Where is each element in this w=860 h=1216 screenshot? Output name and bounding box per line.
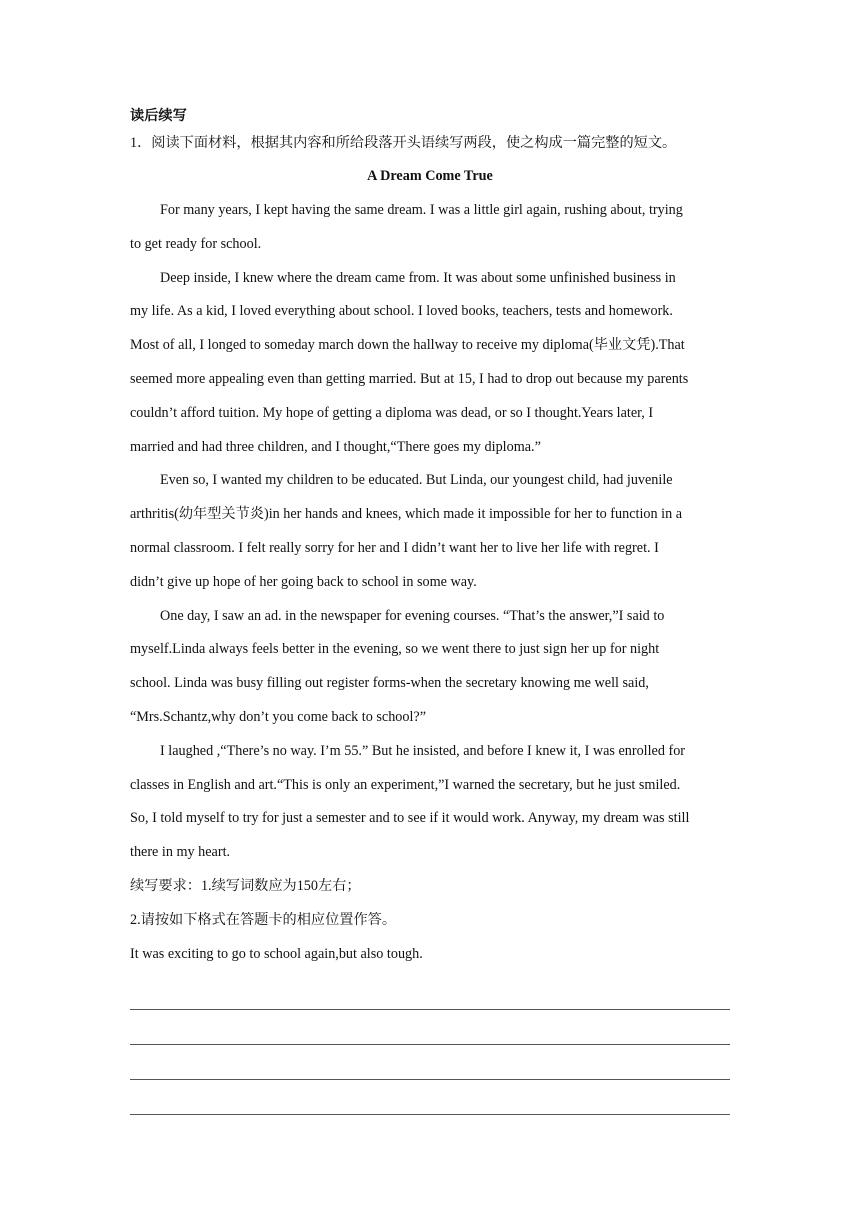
text-line: couldn’t afford tuition. My hope of getting a diploma was dead, or so I thought.Years later, I <box>130 404 654 421</box>
text-line: school. Linda was busy filling out register forms-when the secretary knowing me well said, <box>130 675 649 692</box>
text-line: Even so, I wanted my children to be educated. But Linda, our youngest child, had juvenile <box>160 472 673 489</box>
answer-line[interactable] <box>130 1080 730 1115</box>
text-line: myself.Linda always feels better in the evening, so we went there to just sign her up for night <box>130 641 660 658</box>
text-line: didn’t give up hope of her going back to school in some way. <box>130 573 477 590</box>
worksheet-page <box>130 104 730 1115</box>
paragraph-1 <box>130 194 730 262</box>
text-line: One day, I saw an ad. in the newspaper for evening courses. “That’s the answer,”I said to <box>160 607 665 624</box>
text-line: married and had three children, and I thought,“There goes my diploma.” <box>130 438 541 455</box>
answer-line[interactable] <box>130 971 730 1010</box>
paragraph-3 <box>130 464 730 599</box>
paragraph-2 <box>130 262 730 465</box>
text-line: For many years, I kept having the same dream. I was a little girl again, rushing about, trying <box>160 202 683 218</box>
text-line: there in my heart. <box>130 844 231 861</box>
paragraph-4 <box>130 600 730 735</box>
text-line: classes in English and art.“This is only an experiment,”I warned the secretary, but he just smiled. <box>130 776 681 793</box>
text-line: I laughed ,“There’s no way. I’m 55.” But he insisted, and before I knew it, I was enrolled for <box>160 742 686 759</box>
answer-line[interactable] <box>130 1045 730 1080</box>
text-line: arthritis(幼年型关节炎)in her hands and knees, which made it impossible for her to function in a <box>130 506 683 523</box>
section-heading: 读后续写 <box>130 108 187 124</box>
text-line: to get ready for school. <box>130 235 262 252</box>
task-instruction: 1．阅读下面材料，根据其内容和所给段落开头语续写两段，使之构成一篇完整的短文。 <box>130 135 677 151</box>
text-line: Most of all, I longed to someday march down the hallway to receive my diploma(毕业文凭).That <box>130 337 685 354</box>
text-line: normal classroom. I felt really sorry for her and I didn’t want her to live her life with regret. I <box>130 539 659 556</box>
prompt-sentence: It was exciting to go to school again,but also tough. <box>130 945 423 962</box>
text-line: Deep inside, I knew where the dream came from. It was about some unfinished business in <box>160 269 676 286</box>
paragraph-5 <box>130 735 730 870</box>
requirement-line-2: 2.请按如下格式在答题卡的相应位置作答。 <box>130 911 397 928</box>
text-line: “Mrs.Schantz,why don’t you come back to school?” <box>130 708 427 725</box>
story-title: A Dream Come True <box>367 168 493 184</box>
answer-line[interactable] <box>130 1010 730 1045</box>
requirement-line-1: 续写要求：1.续写词数应为150左右； <box>130 877 361 894</box>
text-line: my life. As a kid, I loved everything about school. I loved books, teachers, tests and homework. <box>130 303 673 320</box>
text-line: seemed more appealing even than getting married. But at 15, I had to drop out because my parents <box>130 370 689 387</box>
text-line: So, I told myself to try for just a semester and to see if it would work. Anyway, my dream was still <box>130 810 690 827</box>
answer-area <box>130 971 730 1114</box>
